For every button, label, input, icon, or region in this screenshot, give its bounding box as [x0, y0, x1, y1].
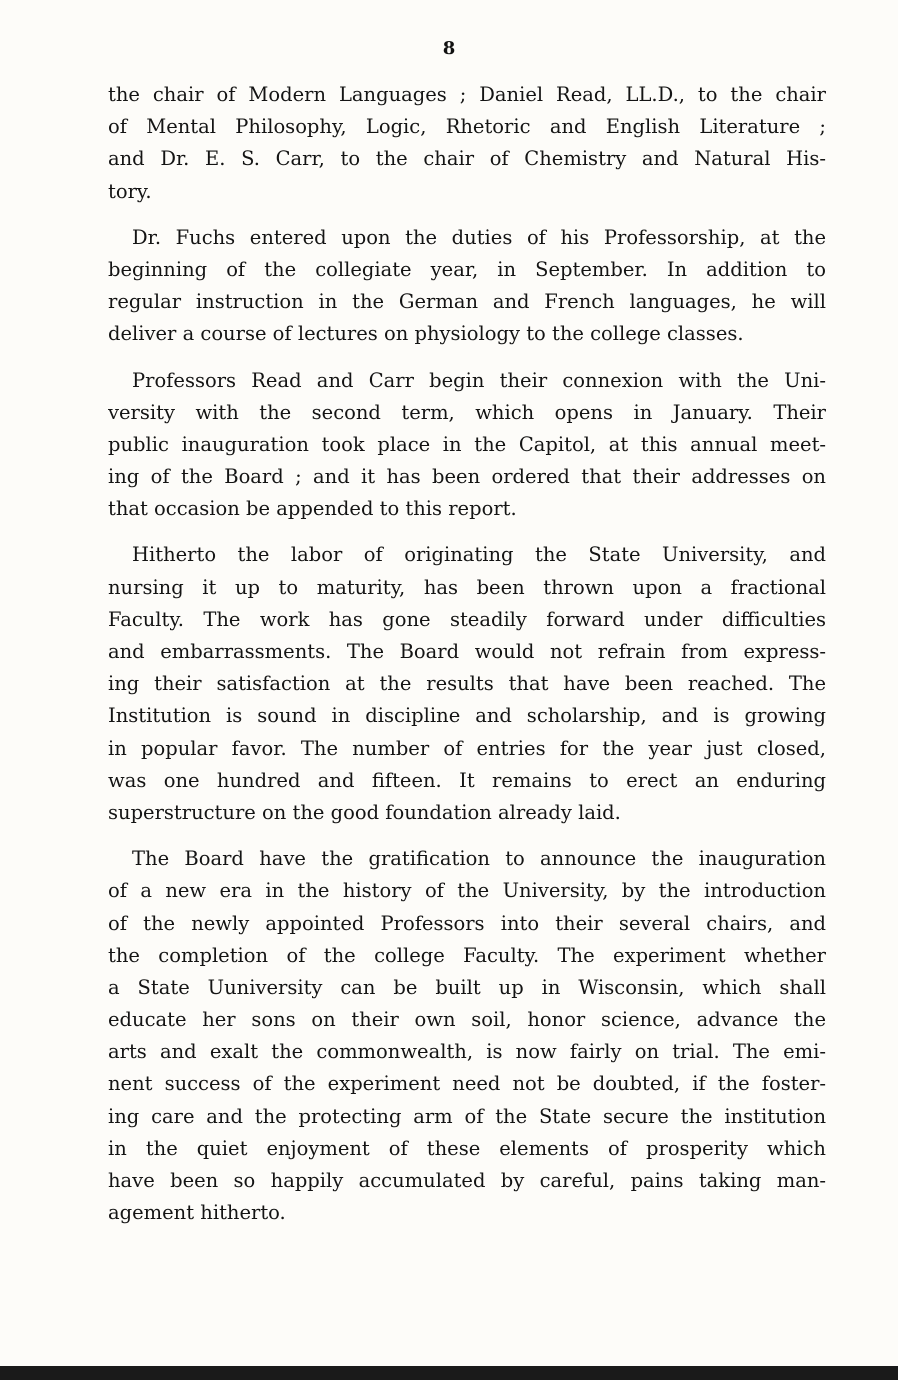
- text-line: deliver a course of lectures on physiology to the college classes.: [108, 322, 744, 346]
- text-line: ing their satisfaction at the results that have been reached. The: [108, 672, 826, 696]
- text-line: in the quiet enjoyment of these elements of prosperity which: [108, 1136, 826, 1160]
- text-line: of the newly appointed Professors into their several chairs, and: [108, 911, 826, 935]
- text-line: the completion of the college Faculty. The experiment whether: [108, 943, 826, 967]
- text-line: arts and exalt the commonwealth, is now fairly on trial. The emi-: [108, 1040, 826, 1064]
- body-text: [108, 79, 826, 1243]
- text-line: nursing it up to maturity, has been thrown upon a fractional: [108, 575, 826, 599]
- text-line: agement hitherto.: [108, 1201, 286, 1225]
- text-line: superstructure on the good foundation already laid.: [108, 800, 621, 824]
- text-line: was one hundred and fifteen. It remains to erect an enduring: [108, 768, 826, 792]
- paragraph-2: [108, 222, 826, 351]
- text-line: of Mental Philosophy, Logic, Rhetoric and English Literature ;: [108, 115, 826, 139]
- text-line: The Board have the gratification to announce the inauguration: [132, 847, 826, 871]
- paragraph-4: [108, 539, 826, 829]
- text-line: beginning of the collegiate year, in September. In addition to: [108, 257, 826, 281]
- text-line: a State Uuniversity can be built up in Wisconsin, which shall: [108, 975, 826, 999]
- paragraph-1: [108, 79, 826, 208]
- text-line: Hitherto the labor of originating the State University, and: [132, 543, 826, 567]
- text-line: nent success of the experiment need not be doubted, if the foster-: [108, 1072, 826, 1096]
- text-line: of a new era in the history of the University, by the introduction: [108, 879, 826, 903]
- text-line: and embarrassments. The Board would not refrain from express-: [108, 640, 826, 663]
- page-number: 8: [442, 38, 456, 59]
- text-line: tory.: [108, 179, 152, 203]
- bottom-edge-rule: [0, 1366, 898, 1380]
- text-line: the chair of Modern Languages ; Daniel Read, LL.D., to the chair: [108, 83, 826, 106]
- text-line: Institution is sound in discipline and scholarship, and is growing: [108, 704, 826, 728]
- text-line: in popular favor. The number of entries for the year just closed,: [108, 736, 826, 760]
- text-line: ing of the Board ; and it has been ordered that their addresses on: [108, 465, 826, 489]
- text-line: public inauguration took place in the Capitol, at this annual meet-: [108, 432, 826, 456]
- text-line: Professors Read and Carr begin their connexion with the Uni-: [132, 368, 826, 392]
- paragraph-3: [108, 365, 826, 526]
- text-line: Dr. Fuchs entered upon the duties of his Professorship, at the: [132, 225, 826, 249]
- text-line: regular instruction in the German and French languages, he will: [108, 290, 826, 314]
- text-line: educate her sons on their own soil, honor science, advance the: [108, 1008, 826, 1032]
- text-line: ing care and the protecting arm of the State secure the institution: [108, 1104, 826, 1128]
- text-line: Faculty. The work has gone steadily forward under difficulties: [108, 607, 826, 631]
- text-line: have been so happily accumulated by careful, pains taking man-: [108, 1169, 826, 1192]
- paragraph-5: [108, 843, 826, 1229]
- text-line: versity with the second term, which opens in January. Their: [108, 400, 826, 424]
- text-line: that occasion be appended to this report.: [108, 497, 517, 521]
- text-line: and Dr. E. S. Carr, to the chair of Chemistry and Natural His-: [108, 147, 826, 171]
